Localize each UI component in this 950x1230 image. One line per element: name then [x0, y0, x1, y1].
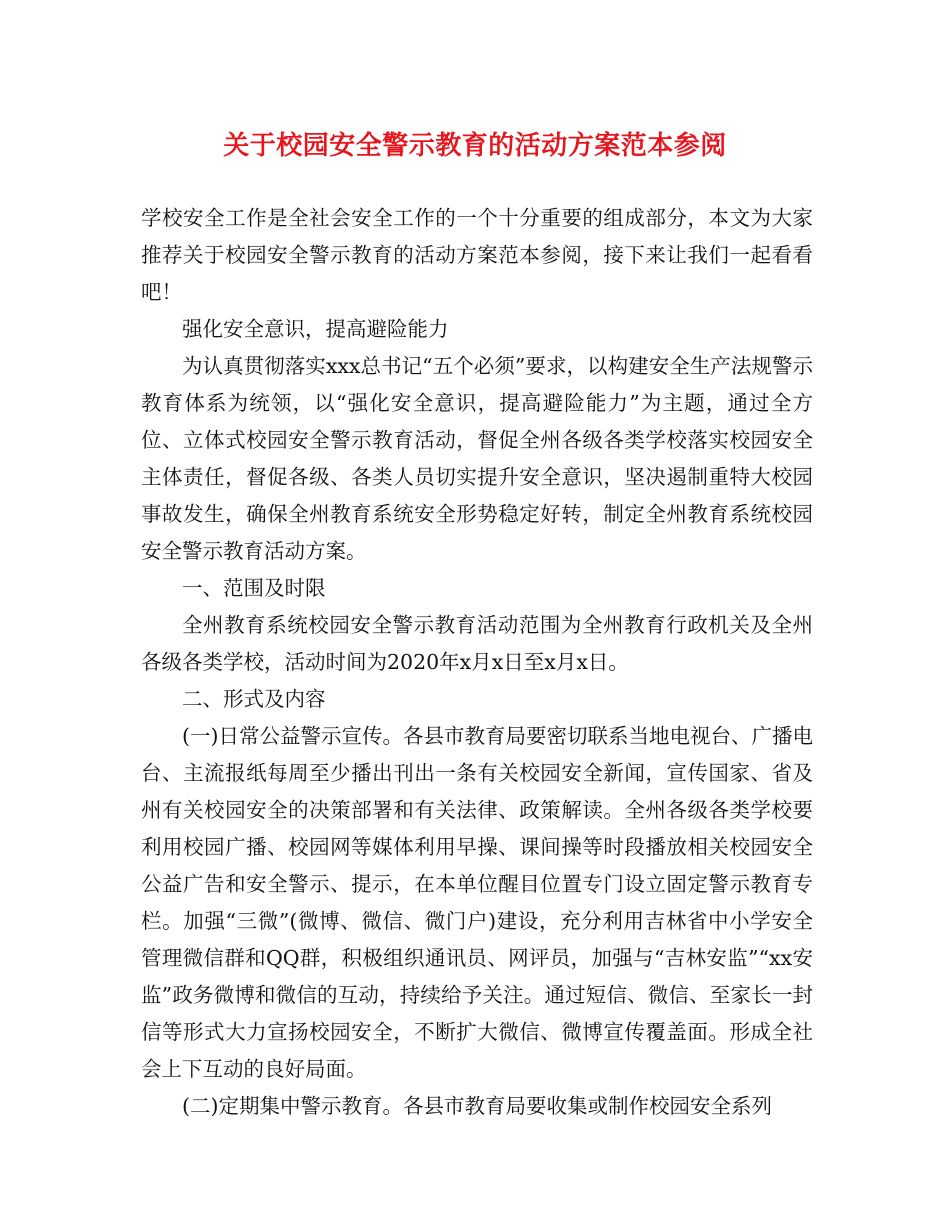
- section-heading-scope: 一、范围及时限: [182, 576, 326, 600]
- purpose-paragraph: 为认真贯彻落实xxx总书记“五个必须”要求，以构建安全生产法规警示教育体系为统领，以“强化安全意识，提高避险能力”为主题，通过全方位、立体式校园安全警示教育活动，督促全州各级各类学校落实校园安全主体责任，督促各级、各类人员切实提升安全意识，坚决遏制重特大校园事故发生，确保全州教育系统安全形势稳定好转，制定全州教育系统校园安全警示教育活动方案。: [141, 354, 813, 563]
- document-title: 关于校园安全警示教育的活动方案范本参阅: [223, 131, 727, 161]
- document-body: [141, 200, 813, 1125]
- scope-paragraph: 全州教育系统校园安全警示教育活动范围为全州教育行政机关及全州各级各类学校，活动时间为2020年x月x日至x月x日。: [141, 613, 813, 674]
- section-heading-form: 二、形式及内容: [182, 687, 326, 711]
- daily-publicity-paragraph: (一)日常公益警示宣传。各县市教育局要密切联系当地电视台、广播电台、主流报纸每周至少播出刊出一条有关校园安全新闻，宣传国家、省及州有关校园安全的决策部署和有关法律、政策解读。全州各级各类学校要利用校园广播、校园网等媒体利用早操、课间操等时段播放相关校园安全公益广告和安全警示、提示，在本单位醒目位置专门设立固定警示教育专栏。加强“三微”(微博、微信、微门户)建设，充分利用吉林省中小学安全管理微信群和QQ群，积极组织通讯员、网评员，加强与“吉林安监”“xx安监”政务微博和微信的互动，持续给予关注。通过短信、微信、至家长一封信等形式大力宣扬校园安全，不断扩大微信、微博宣传覆盖面。形成全社会上下互动的良好局面。: [141, 724, 813, 1081]
- section-heading-theme: 强化安全意识，提高避险能力: [182, 317, 449, 341]
- intro-paragraph: 学校安全工作是全社会安全工作的一个十分重要的组成部分，本文为大家推荐关于校园安全警示教育的活动方案范本参阅，接下来让我们一起看看吧！: [141, 206, 813, 304]
- periodic-education-paragraph: (二)定期集中警示教育。各县市教育局要收集或制作校园安全系列: [182, 1094, 772, 1118]
